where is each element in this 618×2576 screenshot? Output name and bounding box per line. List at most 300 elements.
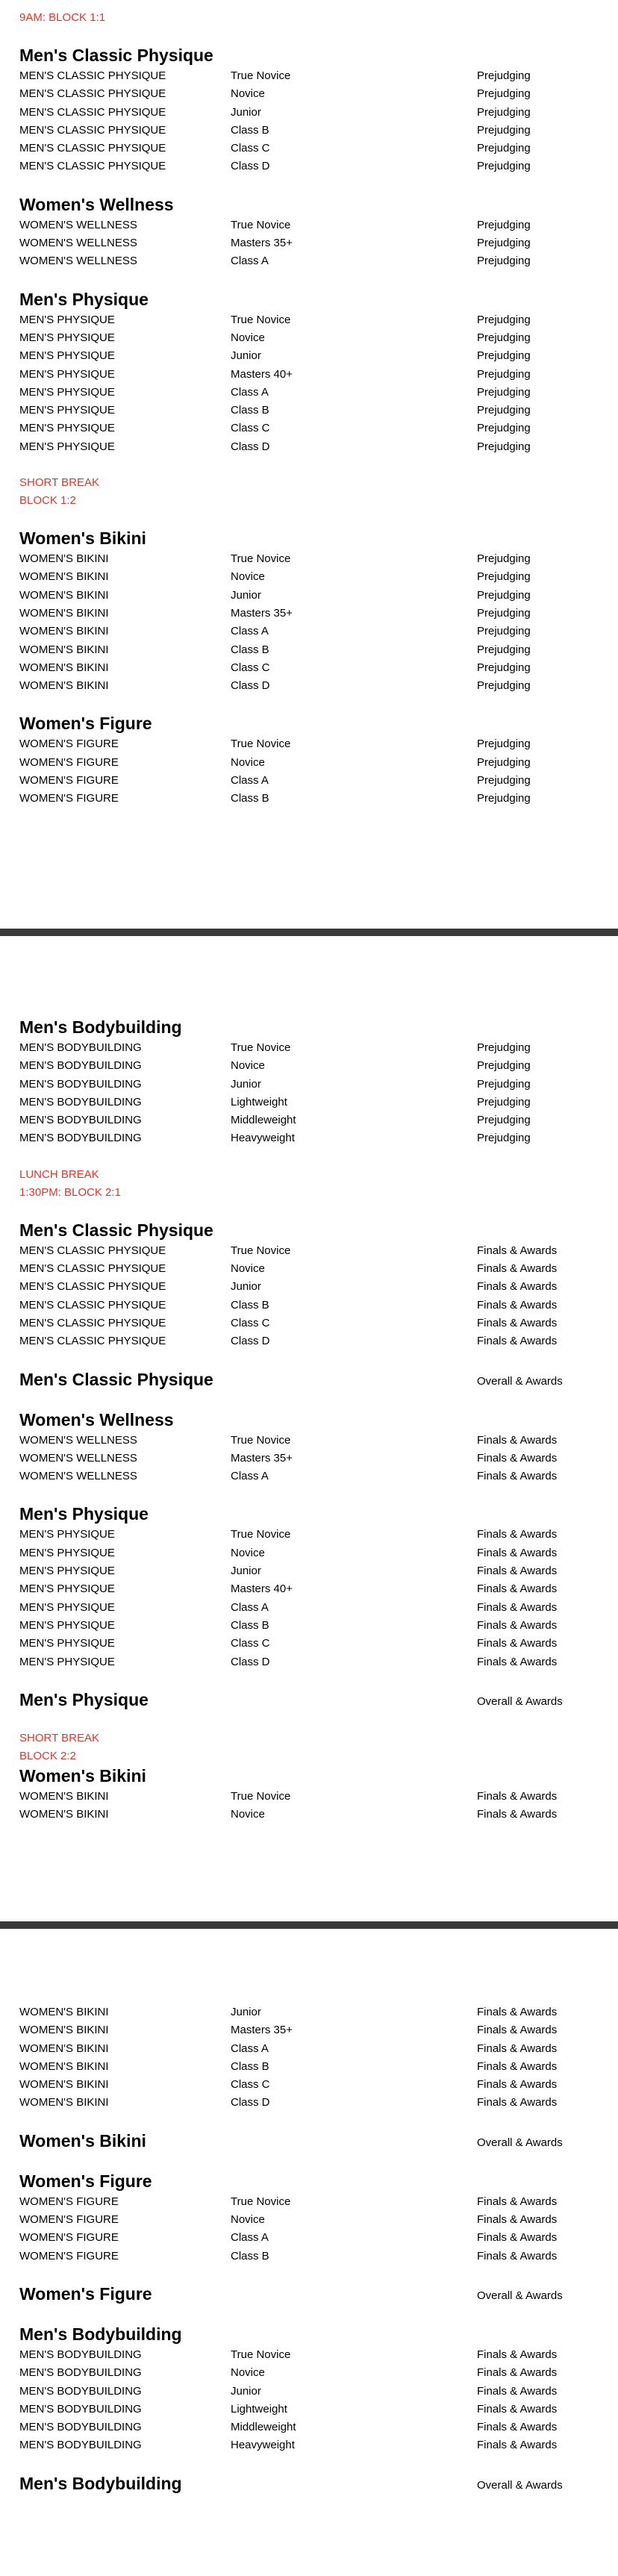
division-cell: MEN'S PHYSIQUE [19, 1582, 115, 1596]
division-cell: MEN'S BODYBUILDING [19, 2439, 142, 2452]
division-title: Women's Bikini [19, 528, 146, 549]
overall-section [19, 1689, 599, 1712]
session-cell: Finals & Awards [477, 1546, 558, 1559]
break-line: BLOCK 1:2 [19, 494, 76, 508]
schedule-row [19, 1635, 599, 1653]
class-cell: Novice [231, 2213, 265, 2227]
class-cell: Masters 35+ [231, 1451, 293, 1465]
session-cell: Prejudging [477, 255, 531, 268]
division-title: Women's Bikini [19, 1765, 146, 1786]
session-cell: Finals & Awards [477, 1808, 558, 1821]
division-cell: MEN'S CLASSIC PHYSIQUE [19, 87, 166, 101]
schedule-row [19, 384, 599, 402]
class-cell: Masters 35+ [231, 606, 293, 620]
class-cell: Class C [231, 2078, 270, 2092]
division-cell: MEN'S PHYSIQUE [19, 1600, 115, 1614]
class-cell: True Novice [231, 1244, 291, 1257]
session-cell: Prejudging [477, 679, 531, 693]
class-cell: Junior [231, 2006, 261, 2018]
class-cell: Middleweight [231, 2421, 296, 2434]
schedule-row [19, 1260, 599, 1278]
schedule-row [19, 1278, 599, 1296]
class-cell: Class B [231, 643, 269, 656]
division-cell: MEN'S BODYBUILDING [19, 1114, 142, 1127]
division-cell: WOMEN'S BIKINI [19, 1808, 109, 1821]
session-cell: Finals & Awards [477, 1618, 558, 1632]
class-cell: True Novice [231, 313, 291, 326]
division-title: Men's Physique [19, 1504, 149, 1524]
overall-note: Overall & Awards [477, 1374, 563, 1388]
division-cell: MEN'S PHYSIQUE [19, 1528, 115, 1541]
division-cell: WOMEN'S BIKINI [19, 679, 109, 693]
schedule-row [19, 2003, 599, 2021]
class-cell: Junior [231, 588, 261, 602]
schedule-row [19, 550, 599, 568]
class-cell: Class B [231, 1618, 269, 1632]
division-cell: WOMEN'S BIKINI [19, 570, 109, 584]
schedule-row [19, 2364, 599, 2382]
class-cell: True Novice [231, 2348, 291, 2361]
class-cell: Class C [231, 1316, 270, 1329]
session-cell: Finals & Awards [477, 1298, 558, 1312]
division-cell: WOMEN'S BIKINI [19, 661, 109, 674]
session-cell: Prejudging [477, 737, 531, 751]
session-cell: Finals & Awards [477, 1244, 558, 1257]
overall-title [19, 1689, 599, 1712]
schedule-row [19, 1332, 599, 1350]
division-cell: MEN'S BODYBUILDING [19, 1059, 142, 1073]
division-cell: MEN'S BODYBUILDING [19, 1077, 142, 1091]
overall-division-name: Men's Classic Physique [19, 1369, 213, 1389]
division-cell: MEN'S BODYBUILDING [19, 2384, 142, 2398]
session-cell: Finals & Awards [477, 1470, 558, 1483]
schedule-row [19, 2076, 599, 2094]
schedule-row [19, 2418, 599, 2436]
division-title: Women's Wellness [19, 1409, 174, 1429]
schedule-row [19, 1526, 599, 1544]
session-cell: Prejudging [477, 367, 531, 381]
class-cell: Lightweight [231, 2402, 287, 2416]
session-cell: Finals & Awards [477, 1335, 558, 1348]
class-cell: Heavyweight [231, 2439, 295, 2452]
schedule-row [19, 1617, 599, 1635]
schedule-row [19, 1806, 599, 1824]
schedule-row [19, 1432, 599, 1450]
division-cell: WOMEN'S FIGURE [19, 2249, 119, 2262]
class-cell: True Novice [231, 552, 291, 566]
division-section [19, 194, 599, 271]
overall-note: Overall & Awards [477, 2136, 563, 2149]
page-content [19, 1017, 599, 1841]
class-cell: Class B [231, 792, 269, 805]
schedule-row [19, 2211, 599, 2229]
division-cell: WOMEN'S BIKINI [19, 2024, 109, 2037]
session-cell: Prejudging [477, 1041, 531, 1054]
session-cell: Prejudging [477, 1059, 531, 1073]
document-page-3 [0, 1929, 618, 2576]
overall-note: Overall & Awards [477, 1694, 563, 1708]
break-line: 1:30PM: BLOCK 2:1 [19, 1185, 121, 1199]
division-cell: MEN'S BODYBUILDING [19, 1095, 142, 1108]
session-cell: Finals & Awards [477, 2213, 558, 2227]
schedule-row [19, 1580, 599, 1598]
schedule-row [19, 1314, 599, 1332]
division-title: Men's Physique [19, 289, 149, 309]
document-page-2 [0, 936, 618, 1921]
division-cell: MEN'S CLASSIC PHYSIQUE [19, 1335, 166, 1348]
schedule-row [19, 1129, 599, 1147]
overall-division-name: Men's Physique [19, 1689, 149, 1709]
schedule-row [19, 735, 599, 753]
division-cell: WOMEN'S BIKINI [19, 2042, 109, 2055]
session-cell: Finals & Awards [477, 1451, 558, 1465]
block-time-label: 9AM: BLOCK 1:1 [19, 11, 106, 24]
overall-note: Overall & Awards [477, 2289, 563, 2302]
class-cell: Class B [231, 123, 269, 137]
division-cell: MEN'S BODYBUILDING [19, 2402, 142, 2416]
class-cell: Class D [231, 679, 270, 693]
class-cell: Class A [231, 255, 269, 268]
schedule-row [19, 2040, 599, 2058]
division-section [19, 1765, 599, 1824]
class-cell: Class B [231, 2249, 269, 2262]
division-cell: MEN'S PHYSIQUE [19, 1637, 115, 1650]
division-cell: WOMEN'S FIGURE [19, 2231, 119, 2245]
class-cell: Class D [231, 160, 270, 173]
division-cell: WOMEN'S FIGURE [19, 755, 119, 769]
session-cell: Finals & Awards [477, 1600, 558, 1614]
division-cell: MEN'S PHYSIQUE [19, 367, 115, 381]
page-divider [0, 929, 618, 936]
class-cell: Novice [231, 87, 265, 101]
class-cell: Masters 40+ [231, 1582, 293, 1596]
class-cell: Class B [231, 404, 269, 417]
overall-note: Overall & Awards [477, 2478, 563, 2492]
schedule-row [19, 85, 599, 103]
schedule-row [19, 158, 599, 175]
overall-title [19, 2473, 599, 2495]
schedule-row [19, 366, 599, 384]
schedule-row [19, 677, 599, 695]
overall-section [19, 2130, 599, 2153]
division-cell: WOMEN'S FIGURE [19, 737, 119, 751]
break-line: SHORT BREAK [19, 476, 99, 490]
schedule-row [19, 438, 599, 456]
session-cell: Finals & Awards [477, 2096, 558, 2109]
schedule-row [19, 2346, 599, 2364]
session-cell: Finals & Awards [477, 2249, 558, 2262]
class-cell: Class B [231, 2059, 269, 2073]
overall-division-name: Women's Bikini [19, 2130, 146, 2151]
schedule-row [19, 1111, 599, 1129]
schedule-row [19, 122, 599, 140]
class-cell: Class B [231, 1298, 269, 1312]
session-cell: Prejudging [477, 1095, 531, 1108]
session-cell: Prejudging [477, 142, 531, 155]
session-cell: Prejudging [477, 422, 531, 435]
division-section [19, 2324, 599, 2455]
session-cell: Finals & Awards [477, 2042, 558, 2055]
schedule-row [19, 1297, 599, 1314]
division-title: Men's Bodybuilding [19, 2324, 182, 2344]
schedule-row [19, 1599, 599, 1617]
division-cell: MEN'S CLASSIC PHYSIQUE [19, 123, 166, 137]
schedule-row [19, 67, 599, 85]
overall-section [19, 2473, 599, 2495]
class-cell: Class A [231, 2231, 269, 2245]
division-title: Women's Figure [19, 714, 152, 734]
class-cell: Class A [231, 774, 269, 788]
break-notice [19, 474, 599, 510]
schedule-row [19, 1057, 599, 1075]
schedule-row [19, 329, 599, 347]
schedule-row [19, 2229, 599, 2247]
schedule-row [19, 2058, 599, 2076]
division-cell: WOMEN'S WELLNESS [19, 1433, 137, 1447]
division-title: Men's Bodybuilding [19, 1017, 182, 1037]
overall-section [19, 1369, 599, 1391]
class-cell: True Novice [231, 1528, 291, 1541]
division-cell: MEN'S PHYSIQUE [19, 1565, 115, 1578]
schedule-row [19, 2436, 599, 2454]
schedule-row [19, 234, 599, 252]
block-label [19, 9, 599, 27]
division-cell: MEN'S CLASSIC PHYSIQUE [19, 1298, 166, 1312]
schedule-row [19, 1094, 599, 1111]
class-cell: True Novice [231, 737, 291, 751]
session-cell: Prejudging [477, 331, 531, 344]
class-cell: Novice [231, 2366, 265, 2380]
schedule-row [19, 1450, 599, 1468]
session-cell: Finals & Awards [477, 1528, 558, 1541]
session-cell: Prejudging [477, 570, 531, 584]
session-cell: Prejudging [477, 774, 531, 788]
schedule-row [19, 623, 599, 640]
schedule-row [19, 2094, 599, 2112]
session-cell: Prejudging [477, 385, 531, 399]
division-title: Women's Figure [19, 2171, 152, 2191]
class-cell: Lightweight [231, 1095, 287, 1108]
session-cell: Finals & Awards [477, 1789, 558, 1803]
class-cell: Novice [231, 1808, 265, 1821]
continued-rows [19, 2003, 599, 2112]
division-section [19, 1017, 599, 1148]
schedule-row [19, 1468, 599, 1485]
class-cell: Novice [231, 331, 265, 344]
division-cell: WOMEN'S BIKINI [19, 625, 109, 638]
overall-title [19, 2130, 599, 2153]
division-cell: MEN'S CLASSIC PHYSIQUE [19, 1280, 166, 1294]
schedule-row [19, 754, 599, 772]
division-cell: WOMEN'S BIKINI [19, 643, 109, 656]
division-cell: MEN'S CLASSIC PHYSIQUE [19, 1262, 166, 1276]
schedule-row [19, 587, 599, 605]
class-cell: Heavyweight [231, 1132, 295, 1145]
division-cell: MEN'S BODYBUILDING [19, 1132, 142, 1145]
schedule-row [19, 790, 599, 808]
division-section [19, 528, 599, 695]
class-cell: Class C [231, 422, 270, 435]
division-cell: WOMEN'S BIKINI [19, 2096, 109, 2109]
schedule-row [19, 2401, 599, 2418]
session-cell: Prejudging [477, 105, 531, 119]
schedule-row [19, 1242, 599, 1260]
overall-division-name: Men's Bodybuilding [19, 2473, 182, 2493]
class-cell: Class A [231, 1470, 269, 1483]
schedule-row [19, 1788, 599, 1806]
schedule-row [19, 2248, 599, 2265]
class-cell: Class C [231, 661, 270, 674]
class-cell: Junior [231, 1077, 261, 1091]
class-cell: True Novice [231, 1789, 291, 1803]
schedule-row [19, 2021, 599, 2039]
class-cell: Novice [231, 1262, 265, 1276]
class-cell: Junior [231, 105, 261, 119]
division-cell: WOMEN'S BIKINI [19, 2006, 109, 2018]
session-cell: Finals & Awards [477, 2024, 558, 2037]
division-cell: MEN'S BODYBUILDING [19, 2348, 142, 2361]
schedule-row [19, 311, 599, 329]
class-cell: True Novice [231, 2195, 291, 2208]
class-cell: Junior [231, 349, 261, 363]
division-cell: WOMEN'S BIKINI [19, 588, 109, 602]
division-cell: WOMEN'S BIKINI [19, 552, 109, 566]
schedule-row [19, 1039, 599, 1057]
schedule-row [19, 641, 599, 659]
session-cell: Prejudging [477, 218, 531, 231]
division-section [19, 289, 599, 456]
schedule-row [19, 252, 599, 270]
session-cell: Finals & Awards [477, 2348, 558, 2361]
schedule-row [19, 402, 599, 420]
class-cell: Class D [231, 440, 270, 453]
session-cell: Prejudging [477, 552, 531, 566]
division-section [19, 1409, 599, 1486]
division-cell: MEN'S PHYSIQUE [19, 1546, 115, 1559]
session-cell: Prejudging [477, 313, 531, 326]
division-cell: MEN'S PHYSIQUE [19, 331, 115, 344]
break-line: BLOCK 2:2 [19, 1749, 76, 1762]
division-title: Men's Classic Physique [19, 1220, 213, 1240]
session-cell: Finals & Awards [477, 2366, 558, 2380]
division-section [19, 45, 599, 176]
class-cell: Masters 35+ [231, 237, 293, 250]
division-cell: MEN'S PHYSIQUE [19, 313, 115, 326]
class-cell: True Novice [231, 1041, 291, 1054]
schedule-row [19, 659, 599, 677]
session-cell: Prejudging [477, 755, 531, 769]
division-cell: WOMEN'S FIGURE [19, 2213, 119, 2227]
session-cell: Finals & Awards [477, 2006, 558, 2018]
schedule-row [19, 420, 599, 437]
session-cell: Prejudging [477, 1114, 531, 1127]
session-cell: Finals & Awards [477, 1433, 558, 1447]
class-cell: Class A [231, 385, 269, 399]
class-cell: Class D [231, 1655, 270, 1668]
class-cell: Middleweight [231, 1114, 296, 1127]
division-cell: MEN'S CLASSIC PHYSIQUE [19, 1316, 166, 1329]
schedule-row [19, 1562, 599, 1580]
class-cell: Class D [231, 2096, 270, 2109]
page-content [19, 2003, 599, 2513]
class-cell: Novice [231, 755, 265, 769]
session-cell: Prejudging [477, 625, 531, 638]
session-cell: Prejudging [477, 237, 531, 250]
break-notice [19, 1166, 599, 1202]
division-cell: MEN'S PHYSIQUE [19, 349, 115, 363]
session-cell: Prejudging [477, 1132, 531, 1145]
session-cell: Finals & Awards [477, 1280, 558, 1294]
overall-section [19, 2283, 599, 2306]
session-cell: Finals & Awards [477, 2078, 558, 2092]
session-cell: Finals & Awards [477, 2059, 558, 2073]
session-cell: Prejudging [477, 87, 531, 101]
class-cell: True Novice [231, 218, 291, 231]
division-cell: MEN'S PHYSIQUE [19, 422, 115, 435]
session-cell: Prejudging [477, 69, 531, 82]
session-cell: Finals & Awards [477, 1316, 558, 1329]
class-cell: True Novice [231, 69, 291, 82]
division-cell: MEN'S PHYSIQUE [19, 404, 115, 417]
schedule-row [19, 140, 599, 158]
class-cell: Novice [231, 1546, 265, 1559]
division-section [19, 2171, 599, 2265]
class-cell: Junior [231, 1280, 261, 1294]
division-cell: WOMEN'S BIKINI [19, 1789, 109, 1803]
schedule-row [19, 1653, 599, 1671]
division-cell: MEN'S CLASSIC PHYSIQUE [19, 1244, 166, 1257]
schedule-row [19, 605, 599, 623]
division-cell: MEN'S PHYSIQUE [19, 440, 115, 453]
schedule-row [19, 1076, 599, 1094]
session-cell: Finals & Awards [477, 1637, 558, 1650]
class-cell: Class A [231, 625, 269, 638]
session-cell: Finals & Awards [477, 1262, 558, 1276]
schedule-row [19, 347, 599, 365]
division-cell: WOMEN'S BIKINI [19, 606, 109, 620]
session-cell: Prejudging [477, 123, 531, 137]
session-cell: Finals & Awards [477, 1582, 558, 1596]
session-cell: Finals & Awards [477, 2195, 558, 2208]
division-cell: WOMEN'S WELLNESS [19, 1470, 137, 1483]
document-page-1 [0, 0, 618, 929]
schedule-row [19, 2383, 599, 2401]
schedule-row [19, 568, 599, 586]
session-cell: Finals & Awards [477, 2231, 558, 2245]
session-cell: Prejudging [477, 440, 531, 453]
class-cell: Novice [231, 570, 265, 584]
session-cell: Prejudging [477, 661, 531, 674]
class-cell: Class C [231, 142, 270, 155]
break-line: LUNCH BREAK [19, 1167, 99, 1181]
division-cell: MEN'S BODYBUILDING [19, 2421, 142, 2434]
division-cell: MEN'S CLASSIC PHYSIQUE [19, 69, 166, 82]
division-cell: MEN'S BODYBUILDING [19, 2366, 142, 2380]
session-cell: Prejudging [477, 1077, 531, 1091]
division-cell: MEN'S CLASSIC PHYSIQUE [19, 105, 166, 119]
division-cell: WOMEN'S WELLNESS [19, 237, 137, 250]
division-cell: WOMEN'S BIKINI [19, 2078, 109, 2092]
division-cell: MEN'S BODYBUILDING [19, 1041, 142, 1054]
class-cell: Masters 40+ [231, 367, 293, 381]
schedule-row [19, 2193, 599, 2211]
session-cell: Finals & Awards [477, 1565, 558, 1578]
session-cell: Finals & Awards [477, 2402, 558, 2416]
class-cell: Novice [231, 1059, 265, 1073]
page-divider [0, 1921, 618, 1929]
division-cell: MEN'S CLASSIC PHYSIQUE [19, 142, 166, 155]
class-cell: Class C [231, 1637, 270, 1650]
